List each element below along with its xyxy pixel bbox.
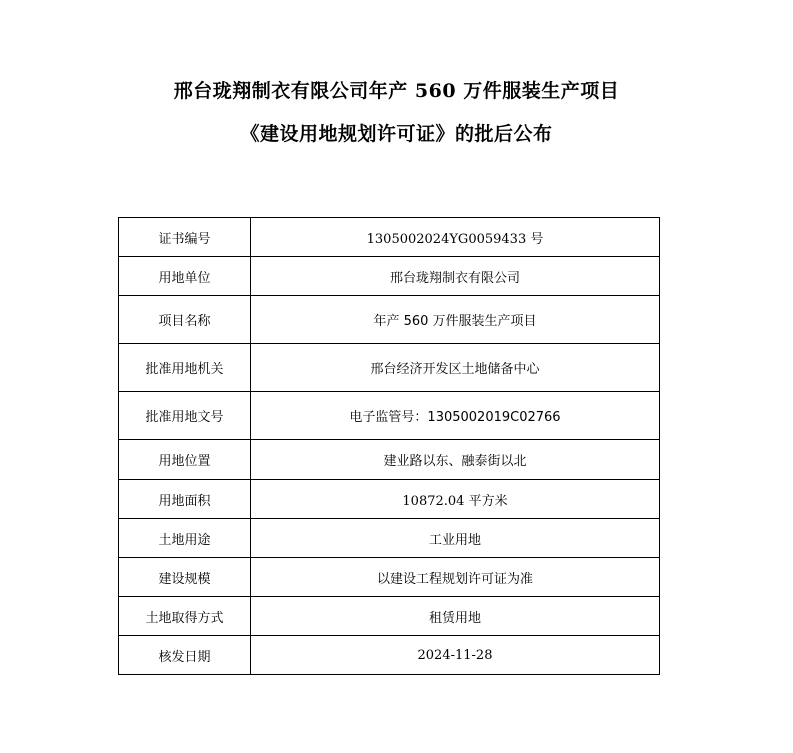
- table-row-project-name: [119, 296, 660, 344]
- row-label: 用地面积: [119, 480, 251, 519]
- land-use-value: 工业用地: [251, 519, 660, 558]
- land-area-value: 10872.04 平方米: [251, 480, 660, 519]
- certificate-number-value: 1305002024YG0059433 号: [251, 218, 660, 257]
- land-location-value: 建业路以东、融泰街以北: [251, 440, 660, 480]
- row-label: 批准用地机关: [119, 344, 251, 392]
- row-label: 证书编号: [119, 218, 251, 257]
- table-row-approving-authority: [119, 344, 660, 392]
- row-label: 项目名称: [119, 296, 251, 344]
- table-row-land-area: [119, 480, 660, 519]
- issue-date-value: 2024-11-28: [251, 636, 660, 675]
- row-label: 土地取得方式: [119, 597, 251, 636]
- document-title-line-2: 《建设用地规划许可证》的批后公布: [240, 123, 553, 145]
- project-name-value: 年产 560 万件服装生产项目: [251, 296, 660, 344]
- permit-info-table: [118, 217, 660, 675]
- construction-scale-value: 以建设工程规划许可证为准: [251, 558, 660, 597]
- land-acquisition-method-value: 租赁用地: [251, 597, 660, 636]
- approval-document-number-value: 电子监管号：1305002019C02766: [251, 392, 660, 440]
- approving-authority-value: 邢台经济开发区土地储备中心: [251, 344, 660, 392]
- table-row-issue-date: [119, 636, 660, 675]
- row-label: 核发日期: [119, 636, 251, 675]
- table-row-land-use: [119, 519, 660, 558]
- row-label: 批准用地文号: [119, 392, 251, 440]
- document-title-line-1: 邢台珑翔制衣有限公司年产 560 万件服装生产项目: [173, 80, 620, 102]
- table-row-certificate-number: [119, 218, 660, 257]
- table-row-land-acquisition-method: [119, 597, 660, 636]
- land-user-value: 邢台珑翔制衣有限公司: [251, 257, 660, 296]
- row-label: 用地单位: [119, 257, 251, 296]
- table-row-construction-scale: [119, 558, 660, 597]
- row-label: 用地位置: [119, 440, 251, 480]
- table-row-approval-document-number: [119, 392, 660, 440]
- row-label: 建设规模: [119, 558, 251, 597]
- table-row-land-user: [119, 257, 660, 296]
- table-row-land-location: [119, 440, 660, 480]
- row-label: 土地用途: [119, 519, 251, 558]
